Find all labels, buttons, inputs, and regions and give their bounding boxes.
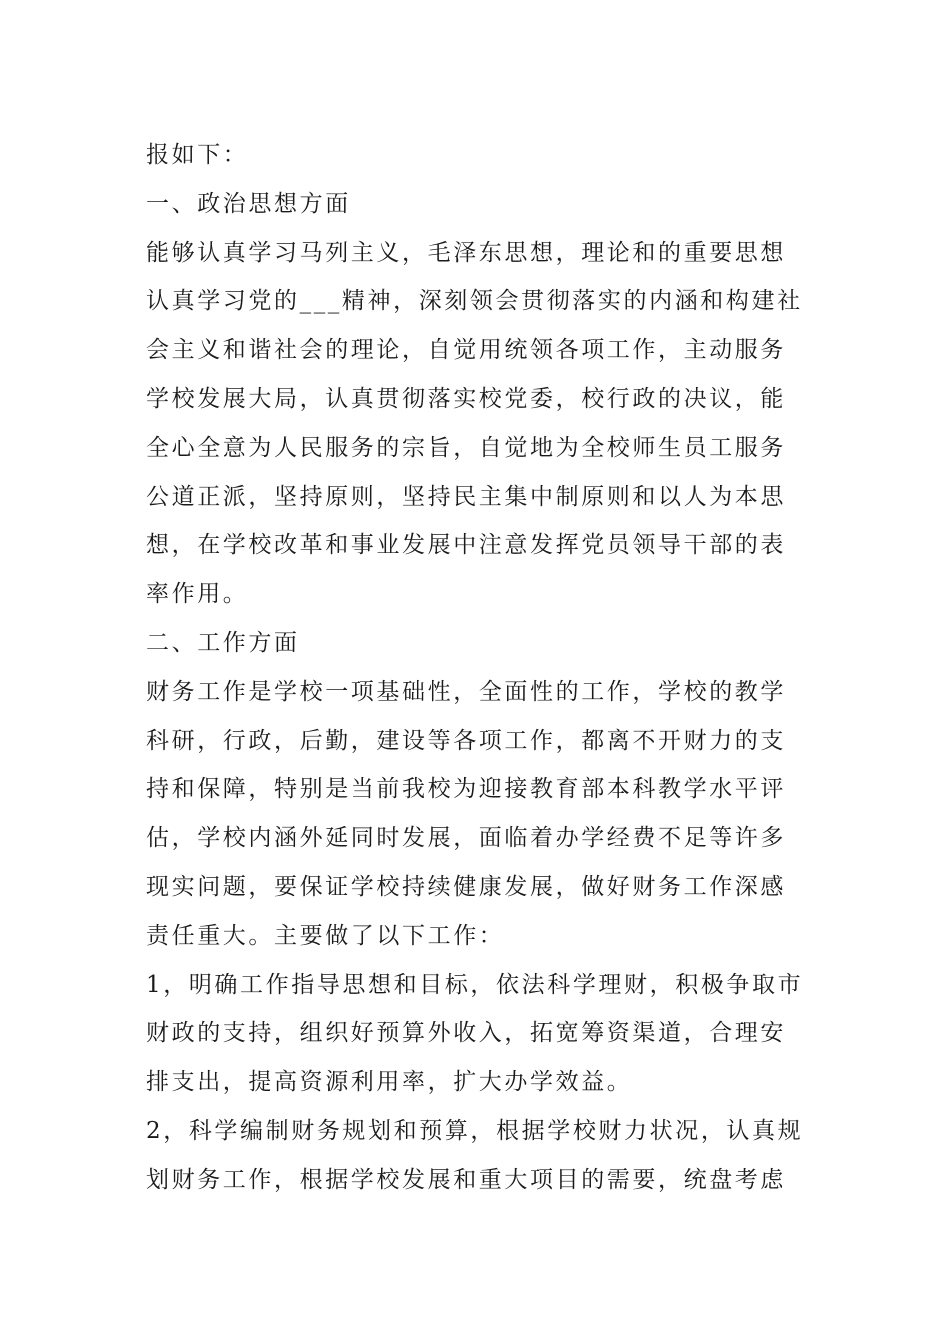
text-line: 估，学校内涵外延同时发展，面临着办学经费不足等许多 [146,825,786,852]
text-line: 科研，行政，后勤，建设等各项工作，都离不开财力的支 [146,727,786,754]
text-line: 学校发展大局，认真贯彻落实校党委，校行政的决议，能 [146,385,786,412]
document-body [146,131,808,1205]
text-line: 率作用。 [146,581,249,608]
text-line: 报如下： [146,142,249,168]
list-item-1: 1，明确工作指导思想和目标，依法科学理财，积极争取市 [146,971,804,998]
text-line: 财政的支持，组织好预算外收入，拓宽筹资渠道，合理安 [146,1020,786,1047]
text-line: 排支出，提高资源利用率，扩大办学效益。 [146,1069,633,1096]
text-line: 想，在学校改革和事业发展中注意发挥党员领导干部的表 [146,532,786,559]
text-line: 责任重大。主要做了以下工作： [146,922,505,949]
text-line: 划财务工作，根据学校发展和重大项目的需要，统盘考虑 [146,1166,786,1193]
list-item-2: 2，科学编制财务规划和预算，根据学校财力状况，认真规 [146,1117,804,1144]
text-line: 持和保障，特别是当前我校为迎接教育部本科教学水平评 [146,776,786,803]
text-line: 财务工作是学校一项基础性，全面性的工作，学校的教学 [146,678,786,705]
text-line: 现实问题，要保证学校持续健康发展，做好财务工作深感 [146,873,786,900]
text-line: 认真学习党的___精神，深刻领会贯彻落实的内涵和构建社 [146,288,803,315]
text-line: 全心全意为人民服务的宗旨，自觉地为全校师生员工服务 [146,434,786,461]
section-heading-work: 二、工作方面 [146,629,300,656]
text-line: 公道正派，坚持原则，坚持民主集中制原则和以人为本思 [146,483,786,510]
text-line: 能够认真学习马列主义，毛泽东思想，理论和的重要思想 [146,239,786,266]
section-heading-politics: 一、政治思想方面 [146,190,351,217]
text-line: 会主义和谐社会的理论，自觉用统领各项工作，主动服务 [146,337,786,364]
